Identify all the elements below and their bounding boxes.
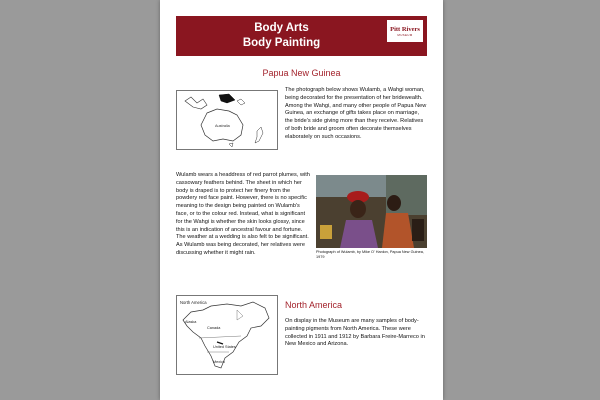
papua-intro-text: The photograph below shows Wulamb, a Wahgi woman, being decorated for the presentation of her bridewealth. Among the Wahgi, and many other people of Papua New Guinea, an exchange of gifts takes place on marriage, the bride's side giving more than they receive. Relatives of both bride and groom often decorate themselves elaborately on such occasions. xyxy=(285,87,427,140)
north-america-body-text: On display in the Museum are many samples of body-painting pigments from North America. These were collected in 1911 and 1912 by Barbara Freire-Marreco in New Mexico and Arizona. xyxy=(285,318,425,348)
papua-new-guinea-highlight xyxy=(219,94,235,103)
north-america-heading: North America xyxy=(285,300,343,310)
australia-label: Australia xyxy=(215,124,230,128)
title-banner xyxy=(176,16,427,56)
document-page xyxy=(160,0,443,400)
papua-map xyxy=(176,90,278,150)
mexico-label: Mexico xyxy=(213,360,226,364)
papua-heading: Papua New Guinea xyxy=(262,68,341,78)
wulamb-photograph xyxy=(316,175,427,248)
museum-logo xyxy=(387,20,423,42)
logo-text: Pitt Rivers xyxy=(390,25,420,33)
papua-body-text: Wulamb wears a headdress of red parrot plumes, with cassowary feathers behind. The sheet in which her body is draped is to protect her finery from the powdery red face paint. However, there is no specific meaning to the design being painted on Wulamb's face, or to the colour red. Instead, what is significant for the Wahgi is whether the skin looks glossy, since this is an indication of ancestral favour and fortune. The weather at a wedding is also felt to be significant. As Wulamb was being decorated, her relatives were discussing whether it might rain. xyxy=(176,172,310,256)
logo-subtext: MUSEUM xyxy=(397,32,413,37)
photo-caption: Photograph of Wulamb, by Mike O' Hanlon, Papua New Guinea, 1979 xyxy=(316,250,424,259)
north-america-map-title: North America xyxy=(180,300,207,305)
banner-title: Body Arts xyxy=(254,22,309,34)
canada-label: Canada xyxy=(207,326,221,330)
alaska-label: Alaska xyxy=(185,320,197,324)
united-states-label: United States xyxy=(213,345,236,349)
north-america-map xyxy=(176,295,278,375)
banner-subtitle: Body Painting xyxy=(242,37,321,49)
